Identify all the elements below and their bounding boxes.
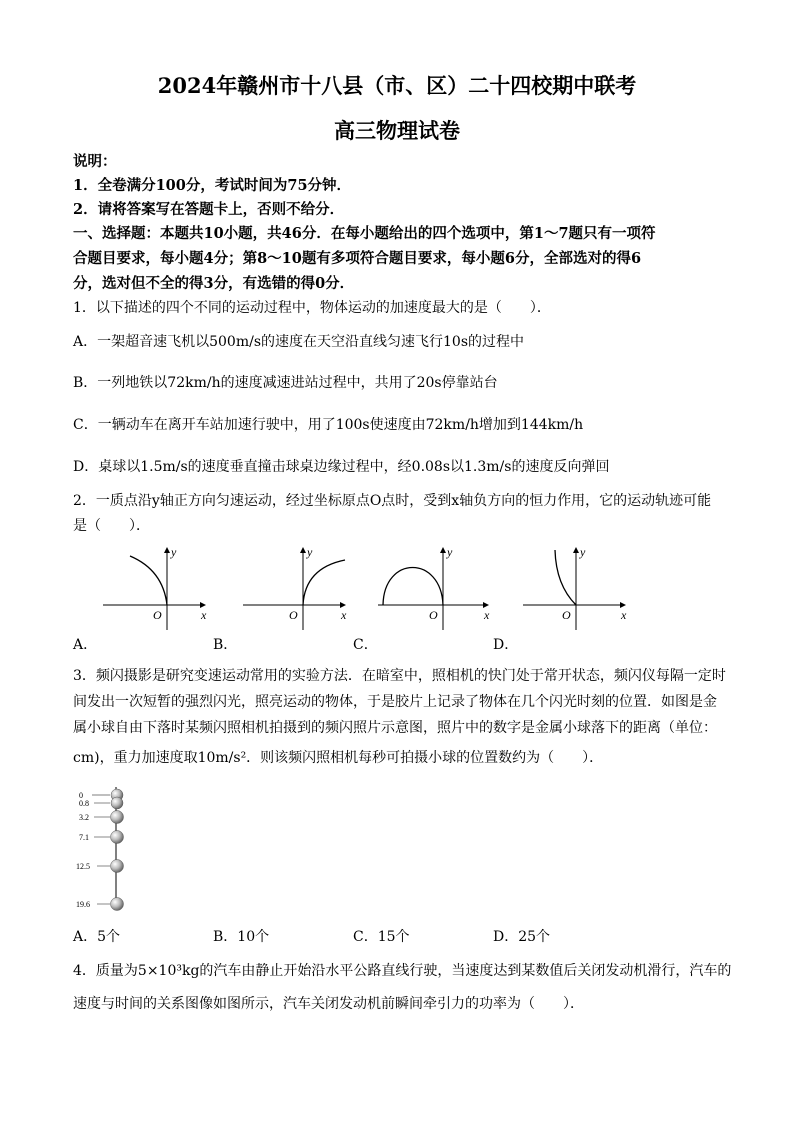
question-3-option-a: A．5个 [73, 929, 121, 945]
y-axis-label: y [580, 545, 586, 559]
x-axis-label: x [621, 608, 627, 622]
section-heading: 一、选择题：本题共10小题，共46分．在每小题给出的四个选项中，第1～7题只有一项符 [73, 225, 656, 242]
y-axis-label: y [171, 545, 177, 559]
section-heading: 分，选对但不全的得3分，有选错的得0分． [73, 275, 355, 292]
question-3-option-c: C．15个 [353, 929, 410, 945]
instruction-item: 1．全卷满分100分，考试时间为75分钟． [73, 177, 352, 194]
photo-label: 0.8 [79, 799, 89, 808]
question-2-option-c: C． [353, 637, 378, 653]
origin-label: O [289, 608, 298, 622]
question-1-stem: 1．以下描述的四个不同的运动过程中，物体运动的加速度最大的是（ ）． [73, 300, 551, 316]
question-4-stem: 速度与时间的关系图像如图所示，汽车关闭发动机前瞬间牵引力的功率为（ ）． [73, 996, 584, 1012]
question-2-stem: 是（ ）． [73, 518, 150, 534]
trajectory-curve [130, 556, 167, 605]
question-3-option-b: B．10个 [213, 929, 270, 945]
question-3-options [0, 926, 794, 946]
instructions-label: 说明： [73, 153, 117, 170]
ball-position [111, 831, 124, 844]
strobe-photo [70, 785, 140, 915]
photo-label: 3.2 [79, 813, 89, 822]
question-3-stem: 间发出一次短暂的强烈闪光，照亮运动的物体，于是胶片上记录了物体在几个闪光时刻的位置．如图是金 [73, 694, 717, 710]
origin-label: O [429, 608, 438, 622]
trajectory-curve [383, 568, 443, 606]
ball-position [111, 797, 123, 809]
graph-a [103, 545, 207, 630]
question-4-stem: 4．质量为5×10³kg的汽车由静止开始沿水平公路直线行驶，当速度达到某数值后关闭发动机滑行，汽车的 [73, 963, 732, 979]
graph-c [378, 545, 490, 630]
question-1-option-b: B．一列地铁以72km/h的速度减速进站过程中，共用了20s停靠站台 [73, 375, 498, 391]
ball-position [111, 898, 124, 911]
trajectory-curve [555, 550, 576, 605]
y-axis-label: y [447, 545, 453, 559]
ball-position [111, 860, 124, 873]
trajectory-curve [303, 560, 345, 605]
page-subtitle: 高三物理试卷 [334, 118, 460, 143]
y-axis-label: y [307, 545, 313, 559]
x-axis-label: x [341, 608, 347, 622]
question-3-stem: 属小球自由下落时某频闪照相机拍摄到的频闪照片示意图，照片中的数字是金属小球落下的距离（单位： [73, 720, 717, 736]
question-2-option-d: D． [493, 637, 519, 653]
photo-label: 0 [79, 791, 83, 800]
origin-label: O [562, 608, 571, 622]
question-2-graphs [0, 540, 794, 640]
question-3-stem: 3．频闪摄影是研究变速运动常用的实验方法．在暗室中，照相机的快门处于常开状态，频闪仪每隔一定时 [73, 668, 726, 684]
graph-d [523, 545, 627, 630]
question-1-option-c: C．一辆动车在离开车站加速行驶中，用了100s使速度由72km/h增加到144km/h [73, 417, 584, 433]
instruction-item: 2．请将答案写在答题卡上，否则不给分． [73, 201, 345, 218]
photo-label: 12.5 [76, 862, 90, 871]
question-2-options [0, 634, 794, 654]
question-2-option-a: A． [73, 637, 98, 653]
question-3-stem: cm)，重力加速度取10m/s²．则该频闪照相机每秒可拍摄小球的位置数约为（ ）． [73, 750, 604, 766]
question-2-option-b: B． [213, 637, 238, 653]
origin-label: O [153, 608, 162, 622]
page-title: 2024年赣州市十八县（市、区）二十四校期中联考 [157, 73, 637, 98]
graph-b [243, 545, 347, 630]
ball-position [111, 811, 124, 824]
question-3-option-d: D．25个 [493, 929, 551, 945]
question-2-stem: 2．一质点沿y轴正方向匀速运动，经过坐标原点O点时，受到x轴负方向的恒力作用，它的运动轨迹可能 [73, 493, 712, 509]
question-1-option-d: D．桌球以1.5m/s的速度垂直撞击球桌边缘过程中，经0.08s以1.3m/s的速度反向弹回 [73, 459, 610, 475]
photo-label: 19.6 [76, 900, 90, 909]
photo-label: 7.1 [79, 833, 89, 842]
question-1-option-a: A．一架超音速飞机以500m/s的速度在天空沿直线匀速飞行10s的过程中 [73, 334, 525, 350]
section-heading: 合题目要求，每小题4分；第8～10题有多项符合题目要求，每小题6分，全部选对的得6 [73, 250, 642, 267]
x-axis-label: x [201, 608, 207, 622]
x-axis-label: x [484, 608, 490, 622]
